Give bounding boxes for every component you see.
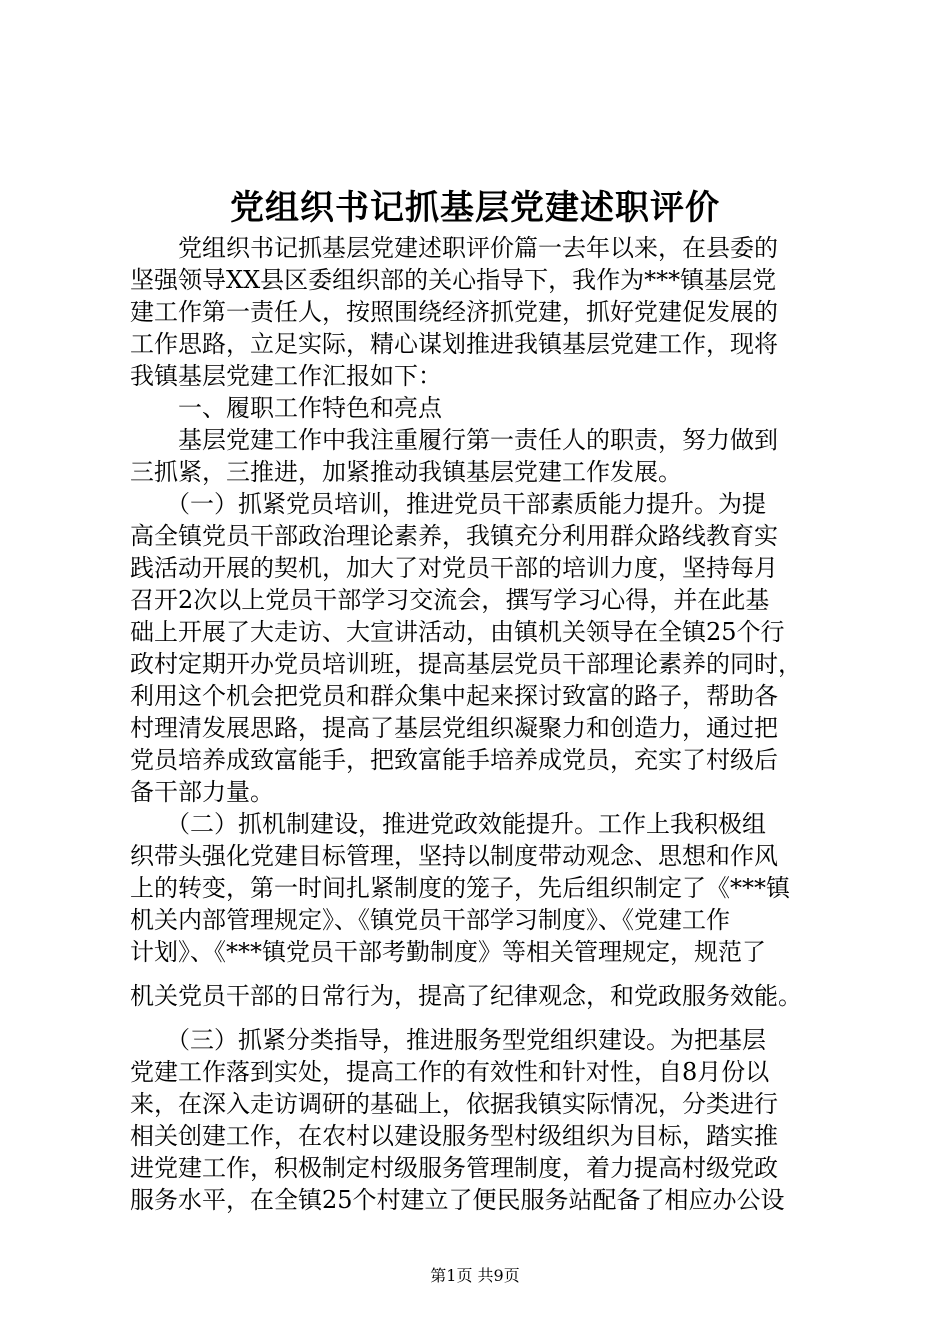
text-line: 三抓紧，三推进，加紧推动我镇基层党建工作发展。 [130, 458, 682, 486]
text-line: 我镇基层党建工作汇报如下： [130, 362, 442, 390]
text-line: 备干部力量。 [130, 778, 274, 806]
section-heading: 一、履职工作特色和亮点 [130, 394, 442, 422]
document-body [130, 232, 850, 1216]
text-line: 践活动开展的契机，加大了对党员干部的培训力度，坚持每月 [130, 554, 778, 582]
page-footer: 第1页 共9页 [430, 1266, 520, 1285]
text-line: 础上开展了大走访、大宣讲活动，由镇机关领导在全镇25个行 [130, 618, 785, 646]
document-title: 党组织书记抓基层党建述职评价 [230, 188, 720, 228]
text-line: 工作思路，立足实际，精心谋划推进我镇基层党建工作，现将 [130, 330, 778, 358]
text-line: 政村定期开办党员培训班，提高基层党员干部理论素养的同时， [130, 650, 802, 678]
text-line: 坚强领导XX县区委组织部的关心指导下，我作为***镇基层党 [130, 266, 777, 294]
text-line: 基层党建工作中我注重履行第一责任人的职责，努力做到 [130, 426, 778, 454]
text-line: 召开2次以上党员干部学习交流会，撰写学习心得，并在此基 [130, 586, 770, 614]
text-line: 上的转变，第一时间扎紧制度的笼子，先后组织制定了《***镇 [130, 874, 790, 902]
text-line: 机关党员干部的日常行为，提高了纪律观念，和党政服务效能。 [130, 982, 802, 1010]
text-line: 相关创建工作，在农村以建设服务型村级组织为目标，踏实推 [130, 1122, 778, 1150]
text-line: 服务水平，在全镇25个村建立了便民服务站配备了相应办公设 [130, 1186, 785, 1214]
text-line: 高全镇党员干部政治理论素养，我镇充分利用群众路线教育实 [130, 522, 778, 550]
text-line: （三）抓紧分类指导，推进服务型党组织建设。为把基层 [130, 1026, 766, 1054]
text-line: 村理清发展思路，提高了基层党组织凝聚力和创造力，通过把 [130, 714, 778, 742]
text-line: 来，在深入走访调研的基础上，依据我镇实际情况，分类进行 [130, 1090, 778, 1118]
text-line: 党建工作落到实处，提高工作的有效性和针对性，自8月份以 [130, 1058, 770, 1086]
text-line: 进党建工作，积极制定村级服务管理制度，着力提高村级党政 [130, 1154, 778, 1182]
text-line: 机关内部管理规定》、《镇党员干部学习制度》、《党建工作 [130, 906, 730, 934]
text-line: 党组织书记抓基层党建述职评价篇一去年以来，在县委的 [130, 234, 778, 262]
text-line: 党员培养成致富能手，把致富能手培养成党员，充实了村级后 [130, 746, 778, 774]
text-line: （一）抓紧党员培训，推进党员干部素质能力提升。为提 [130, 490, 766, 518]
text-line: 织带头强化党建目标管理，坚持以制度带动观念、思想和作风 [130, 842, 778, 870]
text-line: 利用这个机会把党员和群众集中起来探讨致富的路子，帮助各 [130, 682, 778, 710]
text-line: 计划》、《***镇党员干部考勤制度》等相关管理规定，规范了 [130, 938, 766, 966]
text-line: （二）抓机制建设，推进党政效能提升。工作上我积极组 [130, 810, 766, 838]
text-line: 建工作第一责任人，按照围绕经济抓党建，抓好党建促发展的 [130, 298, 778, 326]
